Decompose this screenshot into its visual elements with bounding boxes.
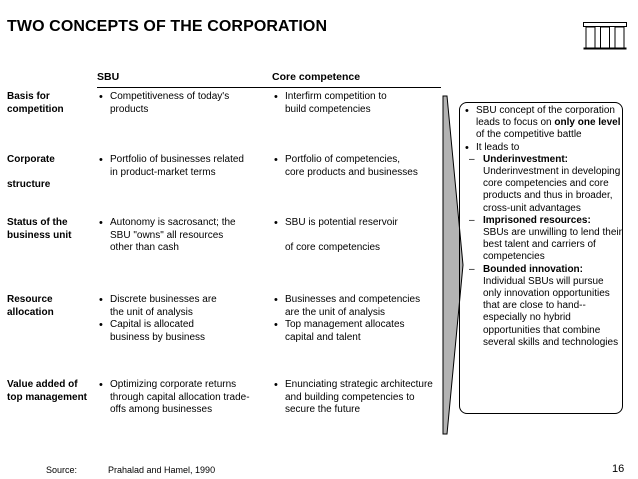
row-label-status: Status of the business unit — [7, 217, 72, 241]
source-citation: Prahalad and Hamel, 1990 — [108, 465, 216, 475]
row-label-basis: Basis for competition — [7, 91, 64, 115]
summary-item-imprisoned-resources: – Imprisoned resources: SBUs are unwilling to lend their best talent and carriers of competencies — [465, 215, 623, 264]
page-title: TWO CONCEPTS OF THE CORPORATION — [7, 18, 328, 35]
sbu-cell-value-added: • Optimizing corporate returns through capital allocation trade- offs among businesses — [99, 379, 250, 417]
summary-bullet-focus: • SBU concept of the corporation leads to focus on only one level of the competitive battle — [465, 105, 623, 142]
summary-bullet-leads-to: • It leads to — [465, 142, 623, 154]
source-label: Source: — [46, 465, 78, 475]
core-cell-value-added: • Enunciating strategic architecture and building competencies to secure the future — [274, 379, 433, 417]
summary-item-bounded-innovation: – Bounded innovation: Individual SBUs will pursue only innovation opportunities that are close to hand--especially no hybrid opportunities that combine several skills and technologies — [465, 264, 623, 349]
core-cell-basis: • Interfirm competition to build competencies — [274, 91, 387, 116]
core-cell-status: • SBU is potential reservoir of core competencies — [274, 217, 398, 255]
column-header-core-competence: Core competence — [272, 71, 361, 83]
core-cell-resource: • Businesses and competencies are the unit of analysis • Top management allocates capital and talent — [274, 294, 420, 344]
sbu-cell-resource: • Discrete businesses are the unit of analysis • Capital is allocated business by business — [99, 294, 217, 344]
sbu-cell-structure: • Portfolio of businesses related in product-market terms — [99, 154, 244, 179]
columns-logo-icon — [583, 22, 627, 50]
page-number: 16 — [612, 463, 625, 475]
row-label-value-added: Value added of top management — [7, 379, 88, 403]
sbu-cell-basis: • Competitiveness of today's products — [99, 91, 229, 116]
core-cell-structure: • Portfolio of competencies, core products and businesses — [274, 154, 418, 179]
sbu-cell-status: • Autonomy is sacrosanct; the SBU "owns" all resources other than cash — [99, 217, 236, 255]
summary-item-underinvestment: – Underinvestment: Underinvestment in developing core competencies and core products and thus in broader, cross-unit advantages — [465, 154, 623, 215]
summary-text — [465, 105, 623, 349]
row-label-resource: Resource allocation — [7, 294, 54, 318]
row-label-structure: Corporate structure — [7, 154, 55, 190]
column-header-sbu: SBU — [97, 71, 120, 83]
header-divider — [97, 87, 441, 88]
